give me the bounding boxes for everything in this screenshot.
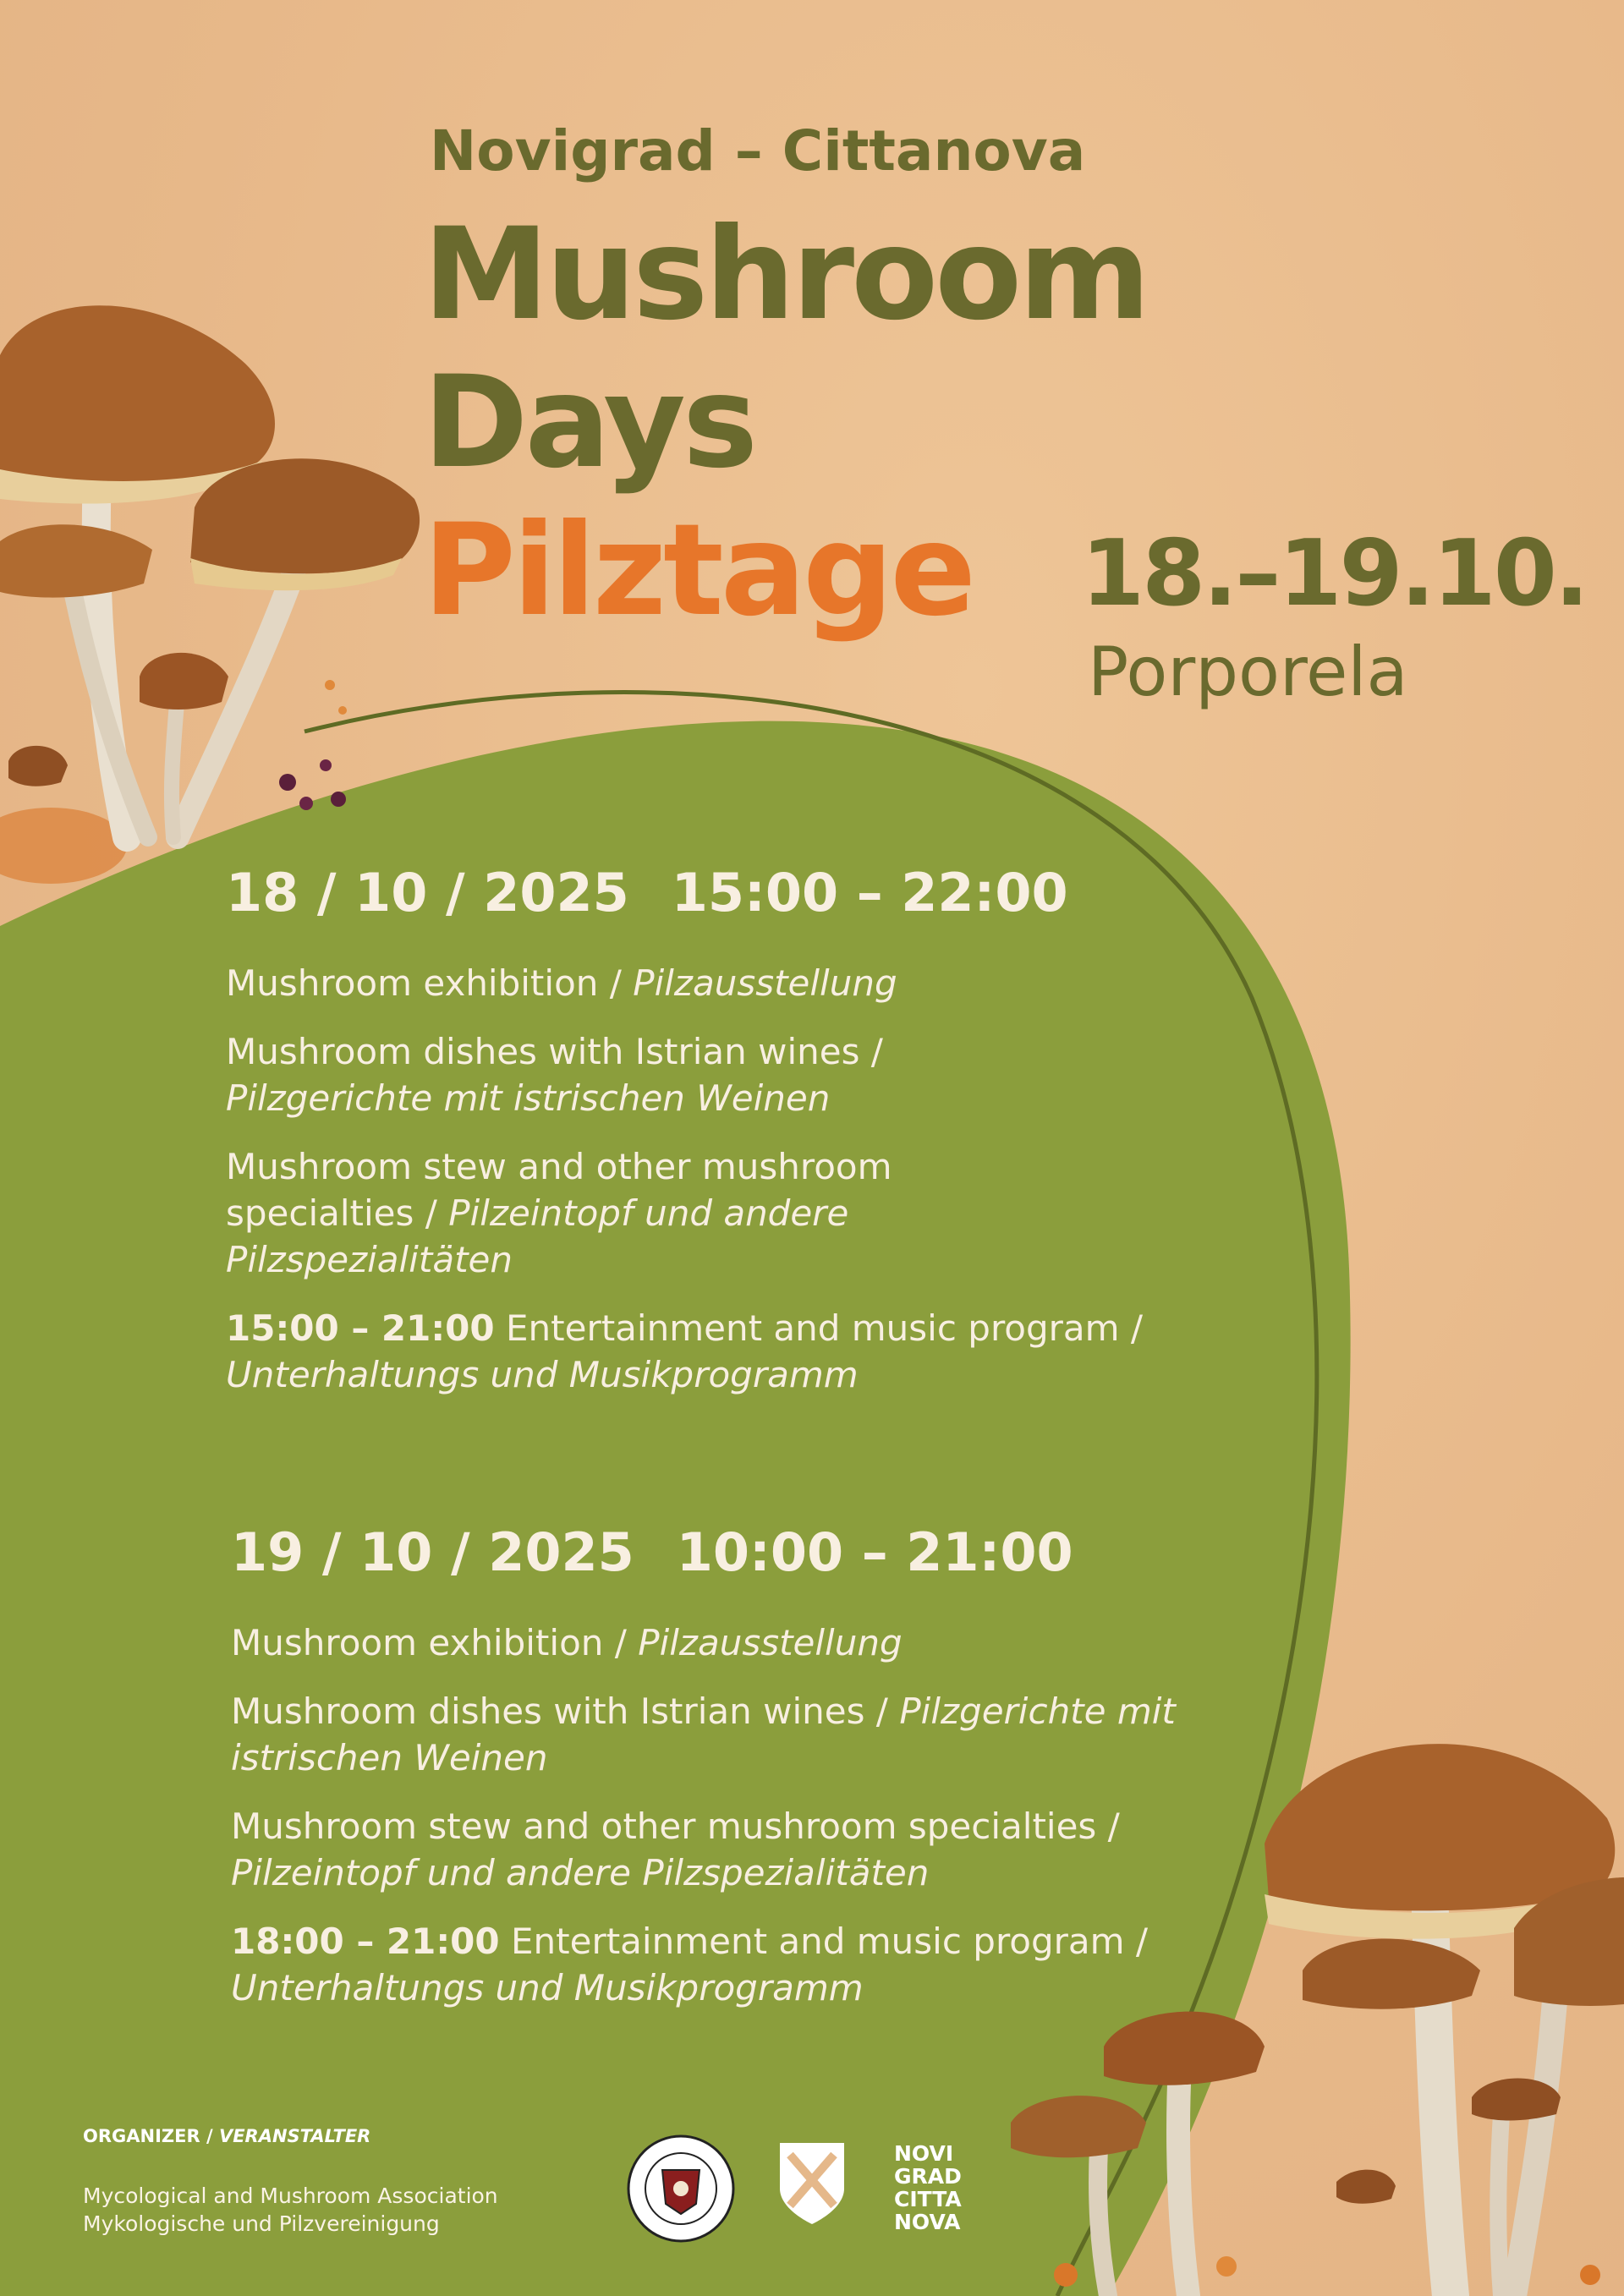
event-venue: Porporela [1088, 633, 1408, 711]
event-title-german: Pilztage [423, 497, 974, 644]
location-title: Novigrad – Cittanova [430, 118, 1086, 184]
day-schedule-2 [231, 1521, 1229, 2033]
day-header [231, 1521, 1229, 1583]
svg-text:NOVA: NOVA [894, 2210, 961, 2234]
schedule-item: 18:00 – 21:00 Entertainment and music program / Unterhaltungs und Musikprogramm [231, 1921, 1149, 2008]
svg-text:GRAD: GRAD [894, 2164, 962, 2189]
event-title-line2: Days [423, 349, 755, 496]
day-time: 15:00 – 22:00 [671, 862, 1068, 923]
event-dates: 18.–19.10. [1081, 521, 1587, 627]
day-date: 18 / 10 / 2025 [226, 862, 629, 923]
schedule-item: Mushroom exhibition / Pilzausstellung [226, 962, 897, 1004]
schedule-item: Mushroom dishes with Istrian wines / Pilzgerichte mit istrischen Weinen [231, 1690, 1176, 1778]
association-seal [628, 2136, 733, 2241]
event-title-line1: Mushroom [423, 201, 1148, 348]
svg-text:NOVI: NOVI [894, 2141, 954, 2166]
schedule-item: Mushroom exhibition / Pilzausstellung [231, 1622, 903, 1663]
schedule-item: Mushroom stew and other mushroom specialties / Pilzeintopf und andere Pilzspezialitäten [231, 1806, 1120, 1893]
organizer-label: ORGANIZER / VERANSTALTER [83, 2126, 371, 2146]
day-date: 19 / 10 / 2025 [231, 1521, 634, 1583]
novigrad-cittanova-logo [892, 2140, 968, 2237]
day-schedule-1 [226, 862, 1215, 1420]
organizer-name: Mycological and Mushroom Association Mykologische und Pilzvereinigung [83, 2184, 498, 2236]
day-header [226, 862, 1215, 923]
svg-text:CITTA: CITTA [894, 2187, 962, 2211]
day-time: 10:00 – 21:00 [676, 1521, 1073, 1583]
schedule-item: Mushroom stew and other mushroom specialties / Pilzeintopf und andere Pilzspezialitäten [226, 1146, 892, 1280]
schedule-item: 15:00 – 21:00 Entertainment and music program / Unterhaltungs und Musikprogramm [226, 1307, 1144, 1395]
schedule-item: Mushroom dishes with Istrian wines / Pilzgerichte mit istrischen Weinen [226, 1031, 883, 1119]
